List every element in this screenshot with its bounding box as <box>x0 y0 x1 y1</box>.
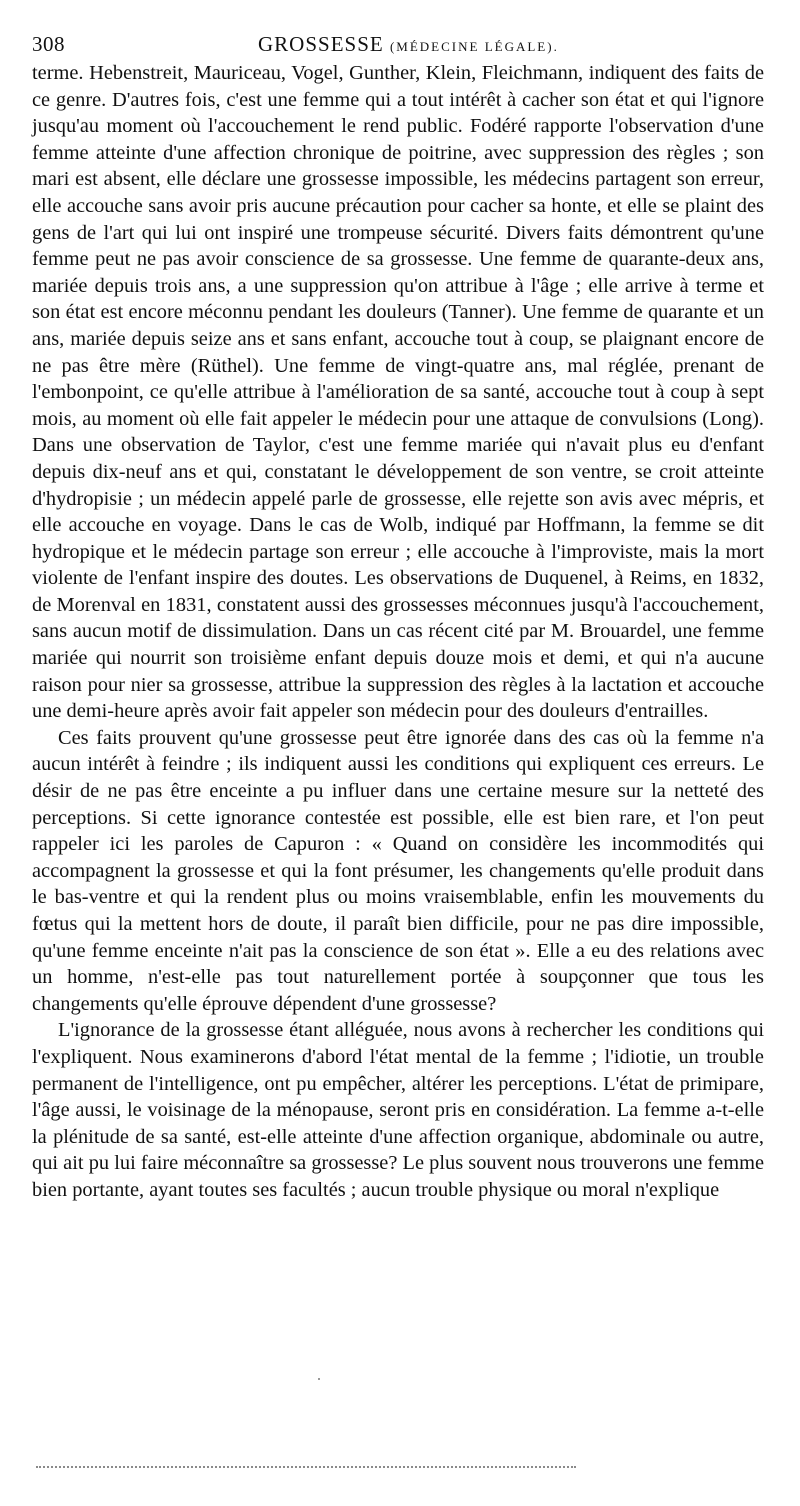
running-title-subtitle: (MÉDECINE LÉGALE). <box>389 39 559 54</box>
running-title-main: GROSSESSE <box>258 32 384 56</box>
paragraph-continued: terme. Hebenstreit, Mauriceau, Vogel, Gunther, Klein, Fleichmann, indiquent des faits de ce genre. D'autres fois, c'est une femme qui a tout intérêt à cacher son état et qui l'ignore jusqu'au moment où l'accouchement le rend public. Fodéré rapporte l'observation d'une femme atteinte d'une affection chronique de poitrine, avec suppression des règles ; son mari est absent, elle déclare une grossesse impossible, les médecins partagent son erreur, elle accouche sans avoir pris aucune précaution pour cacher sa honte, et elle se plaint des gens de l'art qui lui ont inspiré une trompeuse sécurité. Divers faits démontrent qu'une femme peut ne pas avoir conscience de sa grossesse. Une femme de quarante-deux ans, mariée depuis trois ans, a une suppression qu'on attribue à l'âge ; elle arrive à terme et son état est encore méconnu pendant les douleurs (Tanner). Une femme de quarante et un ans, mariée depuis seize ans et sans enfant, accouche tout à coup, se plaignant encore de ne pas être mère (Rüthel). Une femme de vingt-quatre ans, mal réglée, prenant de l'embonpoint, ce qu'elle attribue à l'amélioration de sa santé, accouche tout à coup à sept mois, au moment où elle fait appeler le médecin pour une attaque de convulsions (Long). Dans une observation de Taylor, c'est une femme mariée qui n'avait plus eu d'enfant depuis dix-neuf ans et qui, constatant le développement de son ventre, se croit atteinte d'hydropisie ; un médecin appelé parle de grossesse, elle rejette son avis avec mépris, et elle accouche en voyage. Dans le cas de Wolb, indiqué par Hoffmann, la femme se dit hydropique et le médecin partage son erreur ; elle accouche à l'improviste, mais la mort violente de l'enfant inspire des doutes. Les observations de Duquenel, à Reims, en 1832, de Morenval en 1831, constatent aussi des grossesses méconnues jusqu'à l'accouchement, sans aucun motif de dissimulation. Dans un cas récent cité par M. Brouardel, une femme mariée qui nourrit son troisième enfant depuis douze mois et demi, et qui n'a aucune raison pour nier sa grossesse, attribue la suppression des règles à la lactation et accouche une demi-heure après avoir fait appeler son médecin pour des douleurs d'entrailles. <box>32 62 764 723</box>
running-head <box>32 26 764 60</box>
page <box>32 26 764 1204</box>
footer-rule <box>36 1466 576 1468</box>
print-speck <box>318 1378 320 1380</box>
paragraph: Ces faits prouvent qu'une grossesse peut être ignorée dans des cas où la femme n'a aucun intérêt à feindre ; ils indiquent aussi les conditions qui expliquent ces erreurs. Le désir de ne pas être enceinte a pu influer dans une certaine mesure sur la netteté des perceptions. Si cette ignorance contestée est possible, elle est bien rare, et l'on peut rappeler ici les paroles de Capuron : « Quand on considère les incommodités qui accompagnent la grossesse et qui la font présumer, les changements qu'elle produit dans le bas-ventre et qui la rendent plus ou moins vraisemblable, enfin les mouvements du fœtus qui la mettent hors de doute, il paraît bien difficile, pour ne pas dire impossible, qu'une femme enceinte n'ait pas la conscience de son état ». Elle a eu des relations avec un homme, n'est-elle pas tout naturellement portée à soupçonner que tous les changements qu'elle éprouve dépendent d'une grossesse? <box>32 726 764 1015</box>
running-title <box>258 32 559 57</box>
body-text <box>32 60 764 1204</box>
paragraph: L'ignorance de la grossesse étant alléguée, nous avons à rechercher les conditions qui l'expliquent. Nous examinerons d'abord l'état mental de la femme ; l'idiotie, un trouble permanent de l'intelligence, ont pu empêcher, altérer les perceptions. L'état de primipare, l'âge aussi, le voisinage de la ménopause, seront pris en considération. La femme a-t-elle la plénitude de sa santé, est-elle atteinte d'une affection organique, abdominale ou autre, qui ait pu lui faire méconnaître sa grossesse? Le plus souvent nous trouverons une femme bien portante, ayant toutes ses facultés ; aucun trouble physique ou moral n'explique <box>32 1019 764 1201</box>
page-number: 308 <box>32 32 65 56</box>
